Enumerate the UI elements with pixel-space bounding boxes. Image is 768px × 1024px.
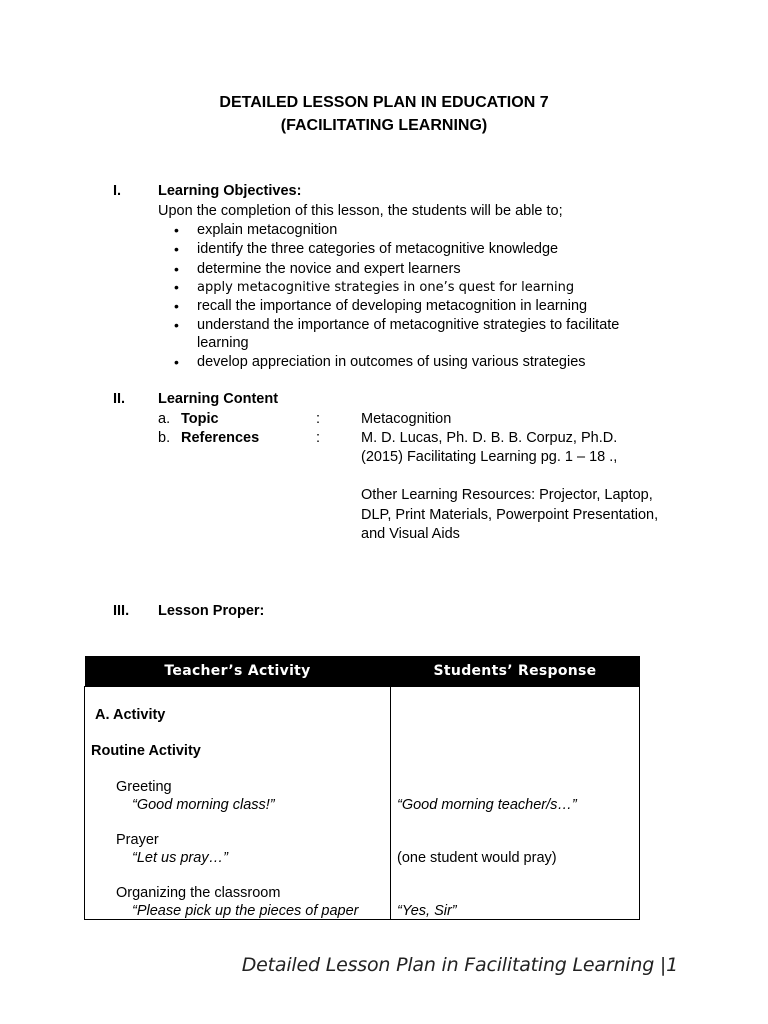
objective-item-continuation: learning — [197, 335, 249, 351]
section-2-heading: Learning Content — [158, 391, 279, 407]
other-resources-line2: DLP, Print Materials, Powerpoint Presentation, — [361, 507, 659, 523]
teacher-activity-header: Teacher’s Activity — [85, 656, 391, 687]
topic-letter: a. — [158, 411, 171, 427]
section-3-heading: Lesson Proper: — [158, 603, 265, 619]
objectives-intro: Upon the completion of this lesson, the students will be able to; — [158, 203, 563, 219]
students-response-cell — [391, 687, 640, 920]
other-resources-line3: and Visual Aids — [361, 526, 460, 542]
greeting-label: Greeting — [116, 779, 172, 795]
prayer-teacher-line: “Let us pray…” — [132, 850, 228, 866]
greeting-student-response: “Good morning teacher/s…” — [397, 797, 577, 813]
table-header-row — [85, 656, 640, 687]
bullet-icon: • — [174, 298, 179, 314]
page-footer: Detailed Lesson Plan in Facilitating Learning |1 — [241, 954, 678, 976]
document-title-line1: DETAILED LESSON PLAN IN EDUCATION 7 — [219, 94, 549, 111]
bullet-icon: • — [174, 222, 179, 238]
bullet-icon: • — [174, 279, 179, 295]
topic-colon: : — [316, 411, 321, 427]
lesson-proper-table — [84, 656, 640, 920]
topic-label: Topic — [181, 411, 219, 427]
section-3-numeral: III. — [113, 603, 130, 619]
document-title-line2: (FACILITATING LEARNING) — [280, 117, 488, 134]
teacher-activity-cell — [85, 687, 391, 920]
references-letter: b. — [158, 430, 171, 446]
section-1-numeral: I. — [113, 183, 122, 199]
bullet-icon: • — [174, 354, 179, 370]
activity-heading: A. Activity — [95, 707, 166, 723]
other-resources-line1: Other Learning Resources: Projector, Laptop, — [361, 487, 653, 503]
bullet-icon: • — [174, 241, 179, 257]
objective-item: understand the importance of metacognitive strategies to facilitate — [197, 317, 620, 333]
objective-item: apply metacognitive strategies in one’s quest for learning — [197, 280, 575, 295]
organizing-student-response: “Yes, Sir” — [397, 903, 457, 919]
objective-item: explain metacognition — [197, 222, 338, 238]
references-line2: (2015) Facilitating Learning pg. 1 – 18 ., — [361, 449, 618, 465]
references-line1: M. D. Lucas, Ph. D. B. B. Corpuz, Ph.D. — [361, 430, 618, 446]
references-label: References — [181, 430, 260, 446]
table-row — [85, 687, 640, 920]
bullet-icon: • — [174, 317, 179, 333]
greeting-teacher-line: “Good morning class!” — [132, 797, 275, 813]
objective-item: determine the novice and expert learners — [197, 261, 461, 277]
students-response-header: Students’ Response — [391, 656, 640, 687]
references-colon: : — [316, 430, 321, 446]
section-1-heading: Learning Objectives: — [158, 183, 302, 199]
prayer-student-response: (one student would pray) — [397, 850, 557, 866]
organizing-label: Organizing the classroom — [116, 885, 281, 901]
topic-value: Metacognition — [361, 411, 452, 427]
section-2-numeral: II. — [113, 391, 126, 407]
routine-activity-heading: Routine Activity — [91, 743, 201, 759]
bullet-icon: • — [174, 261, 179, 277]
organizing-teacher-line: “Please pick up the pieces of paper — [132, 903, 359, 919]
objective-item: identify the three categories of metacognitive knowledge — [197, 241, 559, 257]
objective-item: develop appreciation in outcomes of using various strategies — [197, 354, 586, 370]
prayer-label: Prayer — [116, 832, 159, 848]
objective-item: recall the importance of developing metacognition in learning — [197, 298, 588, 314]
